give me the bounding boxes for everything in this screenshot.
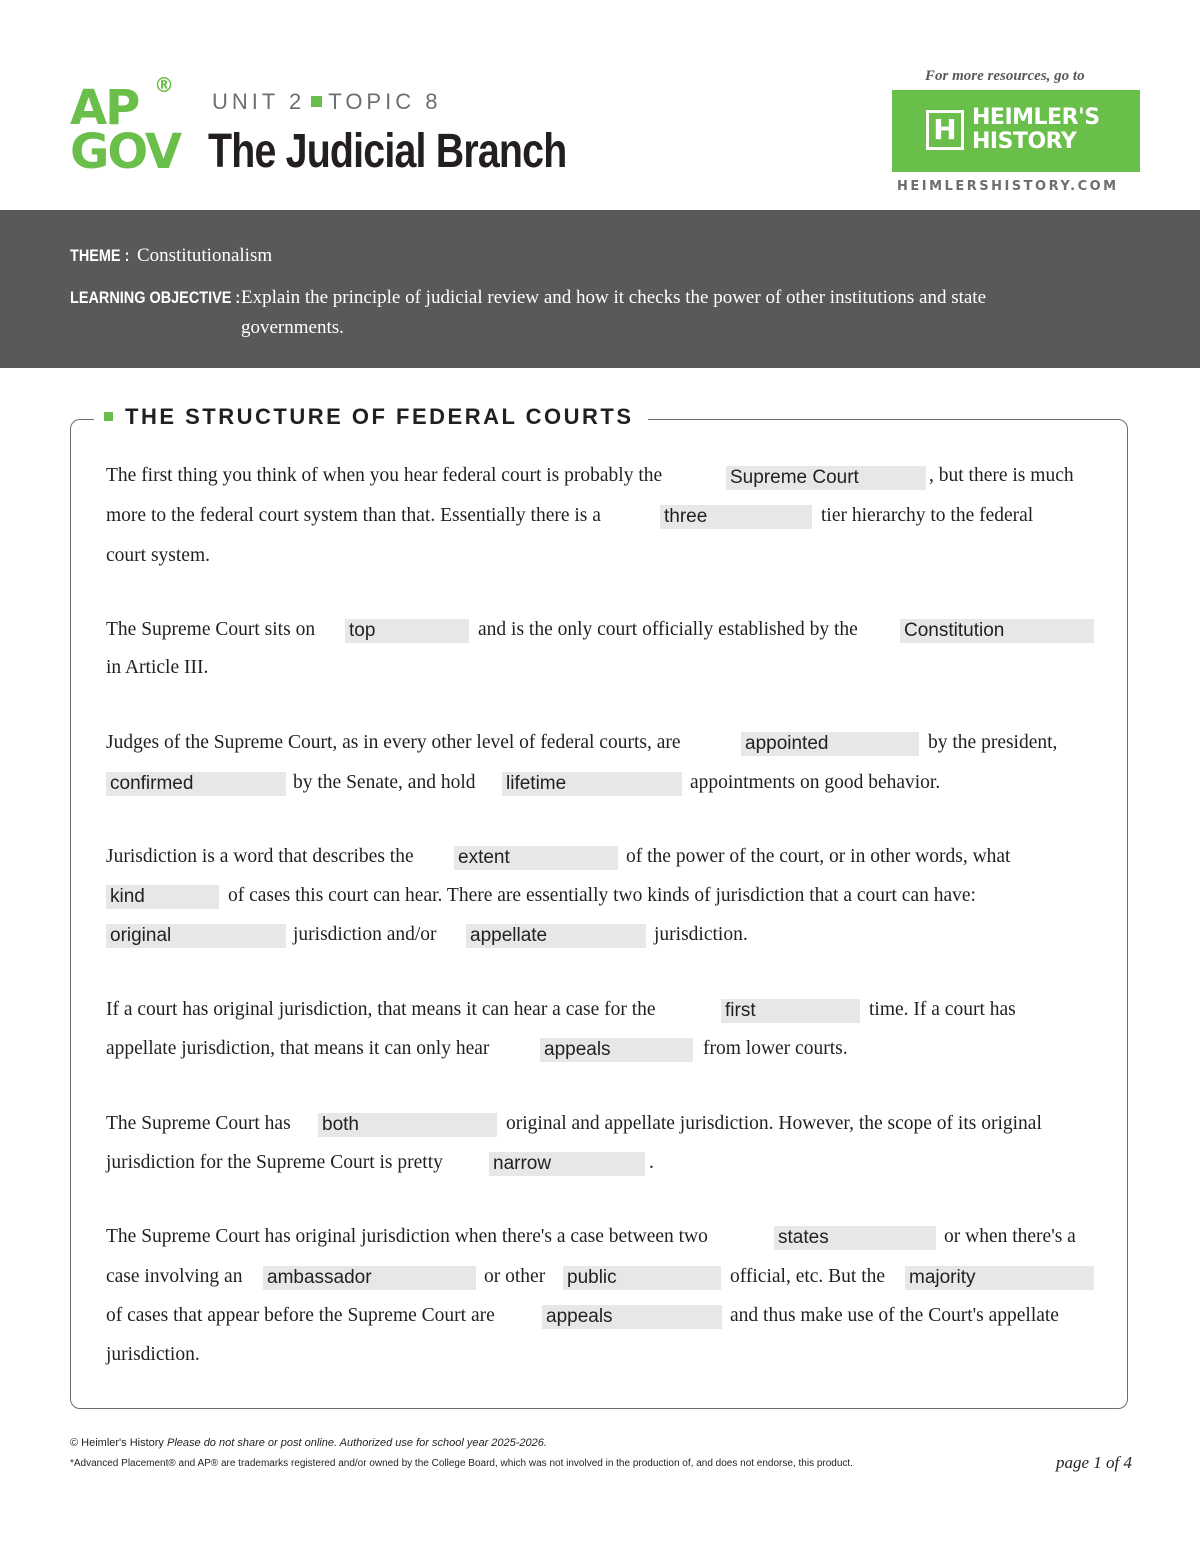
topic-label: TOPIC 8 bbox=[328, 89, 442, 114]
blank-supreme-court[interactable]: Supreme Court bbox=[726, 466, 926, 490]
p2-text-3: in Article III. bbox=[106, 657, 209, 678]
p4-text-1: Jurisdiction is a word that describes the bbox=[106, 846, 414, 867]
blank-kind[interactable]: kind bbox=[106, 885, 219, 909]
logo-gov: GOV bbox=[70, 123, 181, 180]
trademark-notice: *Advanced Placement® and AP® are trademarks registered and/or owned by the College Board, which was not involved in the production of, and does not endorse, this product. bbox=[70, 1458, 853, 1469]
objective-line-1: Explain the principle of judicial review and how it checks the power of other institutions and state bbox=[241, 287, 987, 308]
blank-appeals-1[interactable]: appeals bbox=[540, 1038, 693, 1062]
p7-text-7: and thus make use of the Court's appellate bbox=[730, 1305, 1059, 1326]
blank-top[interactable]: top bbox=[345, 619, 469, 643]
p4-text-2: of the power of the court, or in other words, what bbox=[626, 846, 1011, 867]
blank-public[interactable]: public bbox=[563, 1266, 721, 1290]
green-square-icon bbox=[104, 412, 113, 421]
copyright: © Heimler's History bbox=[70, 1437, 164, 1449]
blank-constitution[interactable]: Constitution bbox=[900, 619, 1094, 643]
unit-label: UNIT 2 bbox=[212, 89, 306, 114]
page-number: page 1 of 4 bbox=[1056, 1453, 1133, 1472]
blank-appellate[interactable]: appellate bbox=[466, 924, 646, 948]
p1-text-4: tier hierarchy to the federal bbox=[821, 505, 1034, 526]
theme-band bbox=[0, 210, 1200, 368]
brand-name: HEIMLER'S HISTORY bbox=[972, 105, 1100, 154]
p5-text-1: If a court has original jurisdiction, that means it can hear a case for the bbox=[106, 999, 656, 1020]
blank-confirmed[interactable]: confirmed bbox=[106, 772, 286, 796]
unit-topic-line bbox=[212, 89, 441, 115]
heimlers-history-mark-icon: H bbox=[926, 110, 964, 150]
p4-text-3: of cases this court can hear. There are essentially two kinds of jurisdiction that a court can have: bbox=[228, 885, 976, 906]
objective-line-2: governments. bbox=[241, 317, 344, 338]
p3-text-4: appointments on good behavior. bbox=[690, 772, 941, 793]
p7-text-2: or when there's a bbox=[944, 1226, 1076, 1247]
p2-text-1: The Supreme Court sits on bbox=[106, 619, 316, 640]
section-heading: THE STRUCTURE OF FEDERAL COURTS bbox=[94, 404, 648, 430]
section-frame bbox=[70, 419, 1128, 1409]
p5-text-4: from lower courts. bbox=[703, 1038, 848, 1059]
p7-text-1: The Supreme Court has original jurisdiction when there's a case between two bbox=[106, 1226, 708, 1247]
blank-original[interactable]: original bbox=[106, 924, 286, 948]
theme-label: THEME : bbox=[70, 246, 130, 265]
page-title: The Judicial Branch bbox=[208, 125, 567, 178]
blank-appointed[interactable]: appointed bbox=[741, 732, 919, 756]
p7-text-5: official, etc. But the bbox=[730, 1266, 886, 1287]
blank-ambassador[interactable]: ambassador bbox=[263, 1266, 476, 1290]
theme-value: Constitutionalism bbox=[137, 245, 273, 266]
p6-text-2: original and appellate jurisdiction. However, the scope of its original bbox=[506, 1113, 1042, 1134]
p3-text-3: by the Senate, and hold bbox=[293, 772, 476, 793]
logo-ap: AP ® bbox=[70, 73, 172, 136]
p5-text-2: time. If a court has bbox=[869, 999, 1016, 1020]
resources-note: For more resources, go to bbox=[925, 68, 1085, 84]
blank-both[interactable]: both bbox=[318, 1113, 497, 1137]
blank-three[interactable]: three bbox=[660, 505, 812, 529]
objective-label: LEARNING OBJECTIVE : bbox=[70, 288, 241, 307]
ap-gov-logo bbox=[70, 73, 181, 180]
p7-text-8: jurisdiction. bbox=[106, 1344, 200, 1365]
p7-text-3: case involving an bbox=[106, 1266, 243, 1287]
p6-text-4: . bbox=[649, 1152, 654, 1173]
blank-lifetime[interactable]: lifetime bbox=[502, 772, 682, 796]
heimlers-history-logo[interactable] bbox=[892, 90, 1140, 172]
p1-text-3: more to the federal court system than that. Essentially there is a bbox=[106, 505, 601, 526]
brand-url-link[interactable]: HEIMLERSHISTORY.COM bbox=[897, 179, 1119, 194]
blank-states[interactable]: states bbox=[774, 1226, 936, 1250]
blank-majority[interactable]: majority bbox=[905, 1266, 1094, 1290]
p6-text-1: The Supreme Court has bbox=[106, 1113, 291, 1134]
green-square-icon bbox=[311, 96, 322, 107]
blank-extent[interactable]: extent bbox=[454, 846, 618, 870]
p3-text-2: by the president, bbox=[928, 732, 1058, 753]
blank-narrow[interactable]: narrow bbox=[489, 1152, 645, 1176]
p4-text-4: jurisdiction and/or bbox=[293, 924, 437, 945]
p3-text-1: Judges of the Supreme Court, as in every other level of federal courts, are bbox=[106, 732, 681, 753]
p2-text-2: and is the only court officially established by the bbox=[478, 619, 858, 640]
p5-text-3: appellate jurisdiction, that means it can only hear bbox=[106, 1038, 490, 1059]
p7-text-6: of cases that appear before the Supreme Court are bbox=[106, 1305, 495, 1326]
blank-first[interactable]: first bbox=[721, 999, 860, 1023]
usage-notice: Please do not share or post online. Authorized use for school year 2025-2026. bbox=[167, 1437, 547, 1449]
p4-text-5: jurisdiction. bbox=[654, 924, 748, 945]
p7-text-4: or other bbox=[484, 1266, 546, 1287]
p1-text-1: The first thing you think of when you hear federal court is probably the bbox=[106, 465, 663, 486]
copyright-notice bbox=[70, 1437, 547, 1449]
p1-text-2: , but there is much bbox=[929, 465, 1074, 486]
p1-text-5: court system. bbox=[106, 545, 210, 566]
blank-appeals-2[interactable]: appeals bbox=[542, 1305, 722, 1329]
p6-text-3: jurisdiction for the Supreme Court is pretty bbox=[106, 1152, 443, 1173]
